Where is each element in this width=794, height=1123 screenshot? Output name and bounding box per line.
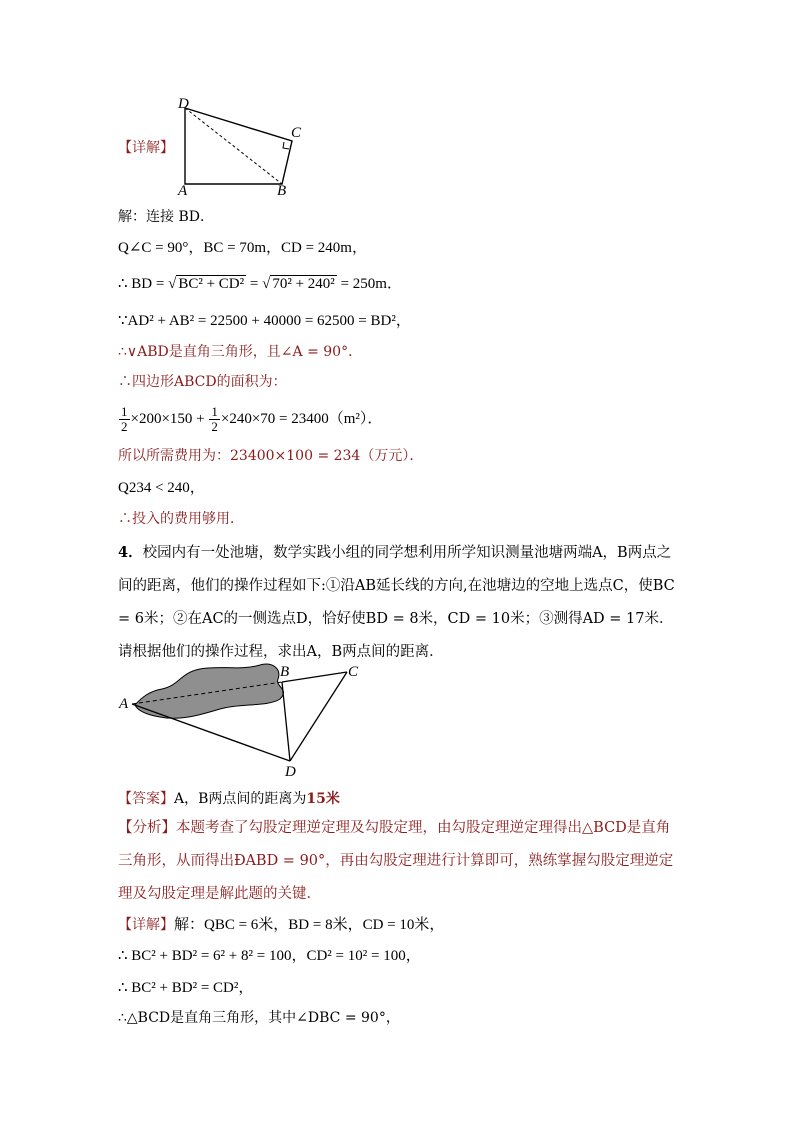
detail2-line-2: ∴ BC² + BD² = 6² + 8² = 100，CD² = 10² = 100， [118,948,421,964]
solution-line-7: $\frac{1}{2}$ ×200×150 + $\frac{1}{2}$ ×240×70 = 23400（m²）． [121,404,383,435]
solution-line-10: ∴投入的费用够用． [118,511,244,527]
vertex-d-label: D [178,96,189,112]
fraction-half: $\frac{1}{2}$ [121,404,128,435]
detail-tag: 【详解】 [118,140,174,156]
problem-4: 4．校园内有一处池塘，数学实践小组的同学想利用所学知识测量池塘两端A，B两点之间的距离，他们的操作过程如下:①沿AB延长线的方向,在池塘边的空地上选点C，使BC = 6米；②在AC的一侧选点D，恰好使BD = 8米，CD = 10米；③测得AD = 17米．请根据他们的操作过程，求出A，B两点间的距离． [118,544,675,660]
point-c-label: C [348,664,359,680]
detail2-line-1: 【详解】解：QBC = 6米，BD = 8米，CD = 10米， [118,917,445,933]
point-a-label: A [119,696,129,712]
answer-line: 【答案】A，B两点间的距离为15米 [118,791,340,807]
vertex-c-label: C [291,125,302,141]
solution-line-2: Q∠C = 90°，BC = 70m，CD = 240m， [118,240,367,256]
detail2-line-3: ∴ BC² + BD² = CD²， [118,980,254,996]
point-b-label: B [280,664,290,680]
solution-line-4: ∵AD² + AB² = 22500 + 40000 = 62500 = BD²， [118,313,411,329]
solution-line-1: 解：连接 BD． [118,209,214,225]
solution-line-3: ∴ BD = √ BC² + CD² = √ 70² + 240² = 250m． [118,276,402,292]
detail2-line-4: ∴△BCD是直角三角形，其中∠DBC = 90°， [118,1010,400,1026]
solution-line-5: ∴∨ABD是直角三角形，且∠A = 90°． [118,344,363,360]
solution-line-9: Q234 < 240， [118,480,205,496]
solution-line-8: 所以所需费用为：23400×100 = 234（万元）． [118,448,424,464]
pond-figure [120,655,380,785]
point-d-label: D [285,764,296,780]
fraction-half: $\frac{1}{2}$ [211,404,218,435]
solution-line-6: ∴四边形ABCD的面积为： [118,374,287,390]
vertex-a-label: A [178,183,188,199]
quadrilateral-figure [170,96,310,200]
vertex-b-label: B [277,183,287,199]
analysis-paragraph: 【分析】本题考查了勾股定理逆定理及勾股定理，由勾股定理逆定理得出△BCD是直角三角形，从而得出ÐABD = 90°，再由勾股定理进行计算即可，熟练掌握勾股定理逆定理及勾股定理是解此题的关键． [118,820,674,902]
